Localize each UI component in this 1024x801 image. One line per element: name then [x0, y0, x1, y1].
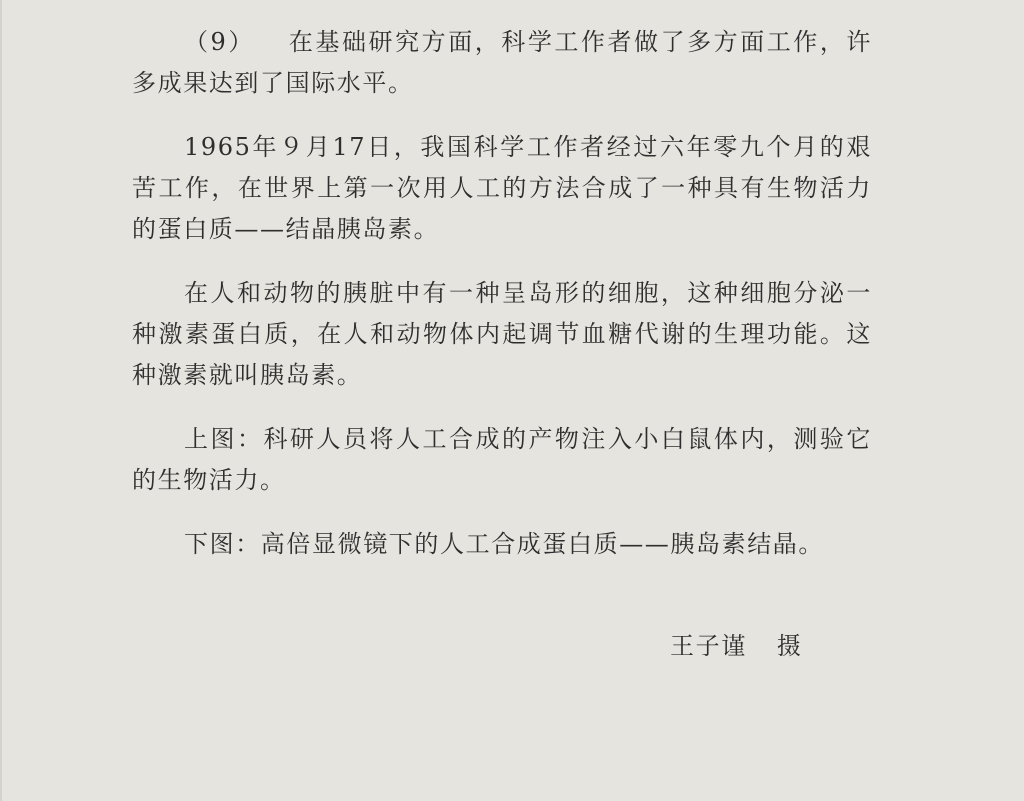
paragraph-insulin: 在人和动物的胰脏中有一种呈岛形的细胞，这种细胞分泌一种激素蛋白质，在人和动物体内起调节血糖代谢的生理功能。这种激素就叫胰岛素。	[132, 279, 872, 389]
paragraph-top-image: 上图：科研人员将人工合成的产物注入小白鼠体内，测验它的生物活力。	[132, 425, 872, 494]
paragraph-bottom-image: 下图：高倍显微镜下的人工合成蛋白质——胰岛素结晶。	[184, 530, 824, 558]
caption-text	[132, 22, 872, 588]
credit-name: 王子谨	[670, 632, 747, 660]
item-number: （9）	[184, 28, 255, 56]
paragraph-intro	[132, 22, 872, 104]
credit-role: 摄	[776, 632, 803, 660]
paragraph-intro-text: 在基础研究方面，科学工作者做了多方面工作，许多成果达到了国际水平。	[132, 28, 872, 97]
photo-credit	[670, 626, 802, 667]
paragraph-date: 1965年９月17日，我国科学工作者经过六年零九个月的艰苦工作，在世界上第一次用人工的方法合成了一种具有生物活力的蛋白质——结晶胰岛素。	[132, 133, 872, 243]
